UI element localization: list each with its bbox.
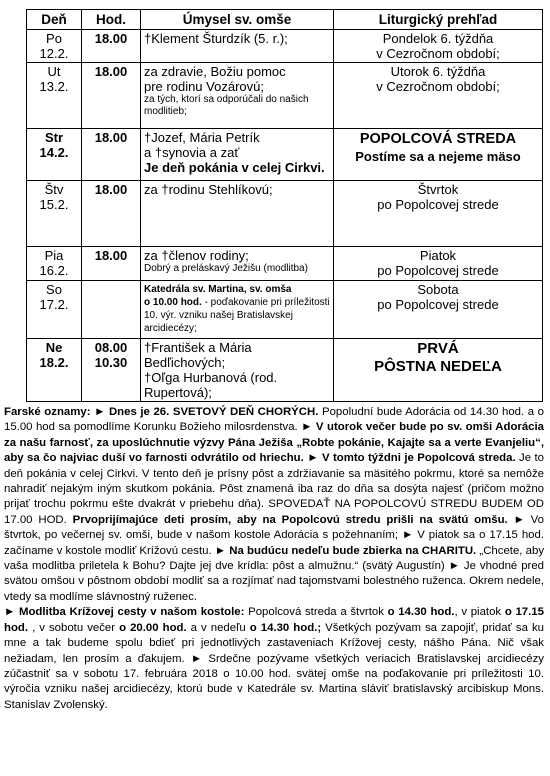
table-row xyxy=(27,129,543,181)
header-hour: Hod. xyxy=(82,10,141,30)
announcement-bold-text: Dnes je 26. SVETOVÝ DEŇ CHORÝCH. xyxy=(108,406,319,418)
day-text: So xyxy=(46,282,62,297)
announcement-bold-text: o 17.15 hod. xyxy=(4,606,544,634)
intention-text xyxy=(144,296,330,335)
announcement-bold-text: V tomto týždni je Popolcová streda. xyxy=(321,452,516,465)
liturgy-text: po Popolcovej strede xyxy=(377,263,499,278)
hour-cell xyxy=(82,339,141,402)
liturgy-text: Pondelok 6. týždňa xyxy=(382,31,494,46)
table-header-row xyxy=(27,10,543,30)
table-row xyxy=(27,281,543,339)
hour-text: 18.00 xyxy=(94,130,128,145)
announcement-text: Popolcová streda a štvrtok xyxy=(244,606,388,619)
announcement-bold-text: o 20.00 hod. xyxy=(119,621,187,634)
announcement-text: a v nedeľu xyxy=(186,621,250,634)
mass-schedule-table xyxy=(26,9,543,402)
hour-cell xyxy=(82,181,141,247)
table-row xyxy=(27,30,543,63)
announcement-bold-text: o 14.30 hod.; xyxy=(249,621,322,634)
day-cell xyxy=(27,339,82,402)
announcement-bold-text: ► Modlitba Krížovej cesty v našom kostole: xyxy=(4,606,245,619)
announcement-text: ► Vo štvrtok, po večernej sv. omši, bude v našom kostole Adorácia s požehnaním; ► V piatok sa o 17.15 hod. začíname v kostole modliť Krížovú cestu. ► xyxy=(4,513,544,557)
intention-text: †Klement Šturdzík (5. r.); xyxy=(144,31,288,46)
liturgy-text: v Cezročnom období; xyxy=(376,46,500,61)
intention-cell xyxy=(141,339,334,402)
liturgy-cell xyxy=(334,181,543,247)
hour-cell xyxy=(82,30,141,63)
liturgy-text: po Popolcovej strede xyxy=(377,297,499,312)
liturgy-text: Sobota xyxy=(417,282,459,297)
hour-text: 18.00 xyxy=(94,248,128,263)
day-text: 16.2. xyxy=(39,263,69,278)
liturgy-text: PÔSTNA NEDEĽA xyxy=(374,358,502,375)
liturgy-text: POPOLCOVÁ STREDA xyxy=(359,131,517,147)
hour-text: 18.00 xyxy=(94,64,128,79)
liturgy-cell xyxy=(334,339,543,402)
liturgy-text: po Popolcovej strede xyxy=(377,197,499,212)
day-text: Štv xyxy=(44,182,64,197)
intention-text xyxy=(144,282,330,296)
parish-announcements xyxy=(4,405,544,713)
table-row xyxy=(27,339,543,402)
liturgy-text: Postíme sa a nejeme mäso xyxy=(355,149,521,164)
day-text: Pia xyxy=(44,248,64,263)
hour-cell xyxy=(82,247,141,281)
header-intention: Úmysel sv. omše xyxy=(141,10,334,30)
day-text: 14.2. xyxy=(39,145,69,160)
day-text: 13.2. xyxy=(39,79,69,94)
intention-text: †Oľga Hurbanová (rod. Rupertová); xyxy=(144,370,278,400)
intention-cell xyxy=(141,247,334,281)
intention-bold: Katedrála sv. Martina, sv. omša xyxy=(144,284,292,295)
liturgy-text: Štvrtok xyxy=(417,182,459,197)
announcement-text: , v piatok xyxy=(454,606,505,619)
hour-text: 18.00 xyxy=(94,182,128,197)
intention-cell xyxy=(141,129,334,181)
intention-tail: - poďakovanie pri príležitosti 10. výr. vzniku našej Bratislavskej arcidiecézy; xyxy=(144,297,330,334)
day-cell xyxy=(27,181,82,247)
liturgy-cell xyxy=(334,30,543,63)
announcement-text: ► xyxy=(303,452,322,465)
liturgy-text: v Cezročnom období; xyxy=(376,79,500,94)
announcement-bold-text: Prvoprijímajúce deti prosím, aby na Popolcovú stredu prišli na svätú omšu. xyxy=(72,513,508,526)
day-text: 15.2. xyxy=(39,197,69,212)
day-cell xyxy=(27,129,82,181)
intention-text: a †synovia a zať xyxy=(144,145,240,160)
intention-cell xyxy=(141,281,334,339)
intention-text: za †rodinu Stehlíkovú; xyxy=(144,182,273,197)
announcement-paragraph xyxy=(4,405,544,713)
intention-bold: o 10.00 hod. xyxy=(144,297,202,308)
intention-text: za †členov rodiny; xyxy=(144,248,249,263)
intention-text: Je deň pokánia v celej Cirkvi. xyxy=(144,160,325,175)
intention-text: pre rodinu Vozárovú; xyxy=(144,79,264,94)
announcement-text: , v sobotu večer xyxy=(28,621,120,634)
header-liturgy: Liturgický prehľad xyxy=(334,10,543,30)
intention-text: za tých, ktorí sa odporúčali do našich modlitieb; xyxy=(144,94,309,117)
intention-text: †František a Mária Bedľichových; xyxy=(144,340,252,370)
intention-cell xyxy=(141,30,334,63)
announcement-text: „Chcete, aby vaša modlitba priletela k Bohu? Dajte jej dve krídla: pôst a almužnu.“ (svätý Augustín) ► Je vhodné pred svätou omšou v pôstnom období modliť sa a rozjímať nad tajomstvami bolestného ruženca. Okrem nedele, vtedy sa modlíme slávnostný ruženec. xyxy=(4,544,545,603)
liturgy-text: PRVÁ xyxy=(417,340,459,357)
table-row xyxy=(27,181,543,247)
table-row xyxy=(27,63,543,129)
liturgy-text: Piatok xyxy=(419,248,457,263)
liturgy-cell xyxy=(334,63,543,129)
intention-cell xyxy=(141,63,334,129)
schedule-rows xyxy=(27,30,543,402)
day-text: Str xyxy=(44,130,64,145)
announcement-bold-text: V utorok večer bude po sv. omši Adorácia za našu farnosť, za uposlúchnutie výzvy Pána Ježiša „Robte pokánie, Kajajte sa a verte Evanjeliu“, aby sa čo najviac duší vo farnosti odvrátilo od hriechu. xyxy=(4,421,545,465)
day-cell xyxy=(27,281,82,339)
day-text: 18.2. xyxy=(39,355,69,370)
liturgy-cell xyxy=(334,129,543,181)
announcement-bold-text: Na budúcu nedeľu bude zbierka na CHARITU. xyxy=(229,544,477,557)
announcement-text: Všetkých pozývam sa zapojiť, pridať sa ku mne a tak budeme spolu bdieť pri jednotlivých zastaveniach Krížovej cesty, nášho Pána. Nič však nežiadam, len prosím a ďakujem. ► Srdečne pozývame všetkých veriacich Bratislavskej arcidiecézy zúčastniť sa v sobotu 17. februára 2018 o 10.00 hod. svätej omše na poďakovanie pri príležitosti 10. výročia vzniku našej arcidiecézy, ktorú bude v Katedrále sv. Martina sláviť bratislavský arcibiskup Mons. Stanislav Zvolenský. xyxy=(4,621,544,711)
day-cell xyxy=(27,63,82,129)
intention-cell xyxy=(141,181,334,247)
day-text: 12.2. xyxy=(39,46,69,61)
announcement-bold-text: Farské oznamy: ► xyxy=(4,406,109,418)
day-text: 17.2. xyxy=(39,297,69,312)
liturgy-cell xyxy=(334,247,543,281)
announcement-text: Popoludní bude Adorácia od 14.30 hod. a o 15.00 hod sa pomodlíme Korunku Božieho milosrdenstva. ► xyxy=(4,406,544,434)
hour-text: 18.00 xyxy=(94,31,128,46)
hour-cell xyxy=(82,129,141,181)
day-text: Ut xyxy=(47,64,61,79)
hour-cell xyxy=(82,281,141,339)
liturgy-cell xyxy=(334,281,543,339)
day-text: Po xyxy=(46,31,62,46)
hour-cell xyxy=(82,63,141,129)
day-cell xyxy=(27,247,82,281)
announcement-text: Je to deň pokánia v celej Cirkvi. V tento deň je prísny pôst a zdržiavanie sa mäsitého pokrmu, ktoré sa nemôže nahradiť nejakým iným skutkom pokánia. Pôst znamená iba raz do dňa sa dosýta najesť (pričom možno prijať trochu pokrmu ešte dvakrát v priebehu dňa). SPOVEDAŤ NA POPOLCOVÚ STREDU BUDEM OD 17.00 HOD. xyxy=(4,452,545,526)
day-cell xyxy=(27,30,82,63)
hour-text: 08.00 xyxy=(94,340,128,355)
header-day: Deň xyxy=(27,10,82,30)
intention-text: Dobrý a preláskavý Ježišu (modlitba) xyxy=(144,263,308,274)
table-row xyxy=(27,247,543,281)
day-text: Ne xyxy=(45,340,63,355)
hour-text: 10.30 xyxy=(94,355,128,370)
intention-text: †Jozef, Mária Petrík xyxy=(144,130,260,145)
intention-text: za zdravie, Božiu pomoc xyxy=(144,64,286,79)
announcement-bold-text: o 14.30 hod. xyxy=(387,606,455,619)
liturgy-text: Utorok 6. týždňa xyxy=(390,64,486,79)
